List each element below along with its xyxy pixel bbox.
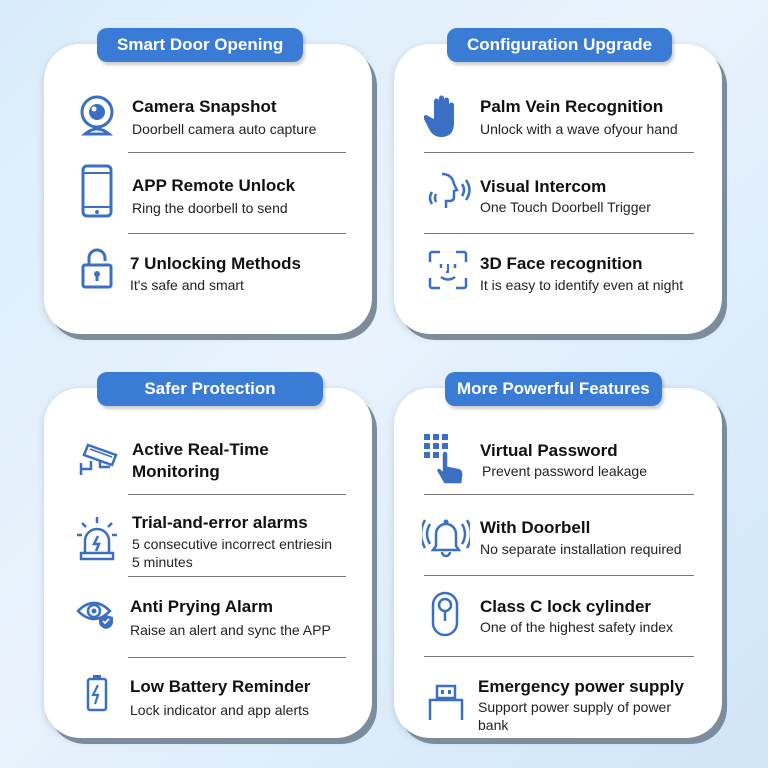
lock-cylinder-subtitle: One of the highest safety index xyxy=(480,619,674,635)
safer-protection-header: Safer Protection xyxy=(97,372,323,406)
with-doorbell-title: With Doorbell xyxy=(480,518,591,537)
visual-intercom-subtitle: One Touch Doorbell Trigger xyxy=(480,199,651,215)
face-scan-icon xyxy=(428,250,468,290)
emergency-power-title: Emergency power supply xyxy=(478,677,684,696)
low-battery-subtitle: Lock indicator and app alerts xyxy=(130,702,309,718)
trial-error-subtitle-line1: 5 consecutive incorrect entriesin xyxy=(132,536,332,552)
trial-error-title: Trial-and-error alarms xyxy=(132,513,308,532)
divider xyxy=(128,494,346,495)
virtual-password-title: Virtual Password xyxy=(480,441,618,460)
app-remote-unlock-title: APP Remote Unlock xyxy=(132,176,296,195)
app-remote-unlock-subtitle: Ring the doorbell to send xyxy=(132,200,288,216)
low-battery-title: Low Battery Reminder xyxy=(130,677,311,696)
camera-snapshot-title: Camera Snapshot xyxy=(132,97,277,116)
keypad-touch-icon xyxy=(424,434,468,484)
bell-icon xyxy=(422,512,470,558)
monitoring-title-line2: Monitoring xyxy=(132,462,220,481)
face-recognition-subtitle: It is easy to identify even at night xyxy=(480,277,684,293)
usb-icon xyxy=(428,684,464,722)
divider xyxy=(424,494,694,495)
monitoring-title-line1: Active Real-Time xyxy=(132,440,269,459)
alarm-light-icon xyxy=(76,515,118,561)
face-recognition-title: 3D Face recognition xyxy=(480,254,643,273)
battery-icon xyxy=(86,674,108,712)
configuration-upgrade-header: Configuration Upgrade xyxy=(447,28,672,62)
camera-snapshot-subtitle: Doorbell camera auto capture xyxy=(132,121,317,137)
smart-door-opening-header: Smart Door Opening xyxy=(97,28,303,62)
voice-icon xyxy=(428,170,472,212)
divider xyxy=(128,657,346,658)
trial-error-subtitle-line2: 5 minutes xyxy=(132,554,193,570)
divider xyxy=(128,576,346,577)
emergency-power-subtitle-line2: bank xyxy=(478,717,509,733)
cctv-icon xyxy=(78,441,122,477)
divider xyxy=(424,233,694,234)
eye-shield-icon xyxy=(76,597,116,629)
anti-prying-subtitle: Raise an alert and sync the APP xyxy=(130,622,331,638)
lock-cylinder-title: Class C lock cylinder xyxy=(480,597,652,616)
camera-icon xyxy=(77,94,117,138)
anti-prying-title: Anti Prying Alarm xyxy=(130,597,273,616)
divider xyxy=(424,656,694,657)
virtual-password-subtitle: Prevent password leakage xyxy=(482,463,647,479)
padlock-icon xyxy=(80,247,114,289)
palm-vein-subtitle: Unlock with a wave ofyour hand xyxy=(480,121,678,137)
divider xyxy=(128,233,346,234)
divider xyxy=(424,152,694,153)
palm-vein-title: Palm Vein Recognition xyxy=(480,97,664,116)
more-features-header: More Powerful Features xyxy=(445,372,662,406)
divider xyxy=(424,575,694,576)
smartphone-icon xyxy=(80,164,114,218)
unlocking-methods-subtitle: It's safe and smart xyxy=(130,277,244,293)
lock-cylinder-icon xyxy=(431,591,459,637)
emergency-power-subtitle-line1: Support power supply of power xyxy=(478,699,671,715)
divider xyxy=(128,152,346,153)
palm-icon xyxy=(424,93,462,139)
with-doorbell-subtitle: No separate installation required xyxy=(480,541,682,557)
visual-intercom-title: Visual Intercom xyxy=(480,177,607,196)
unlocking-methods-title: 7 Unlocking Methods xyxy=(130,254,301,273)
